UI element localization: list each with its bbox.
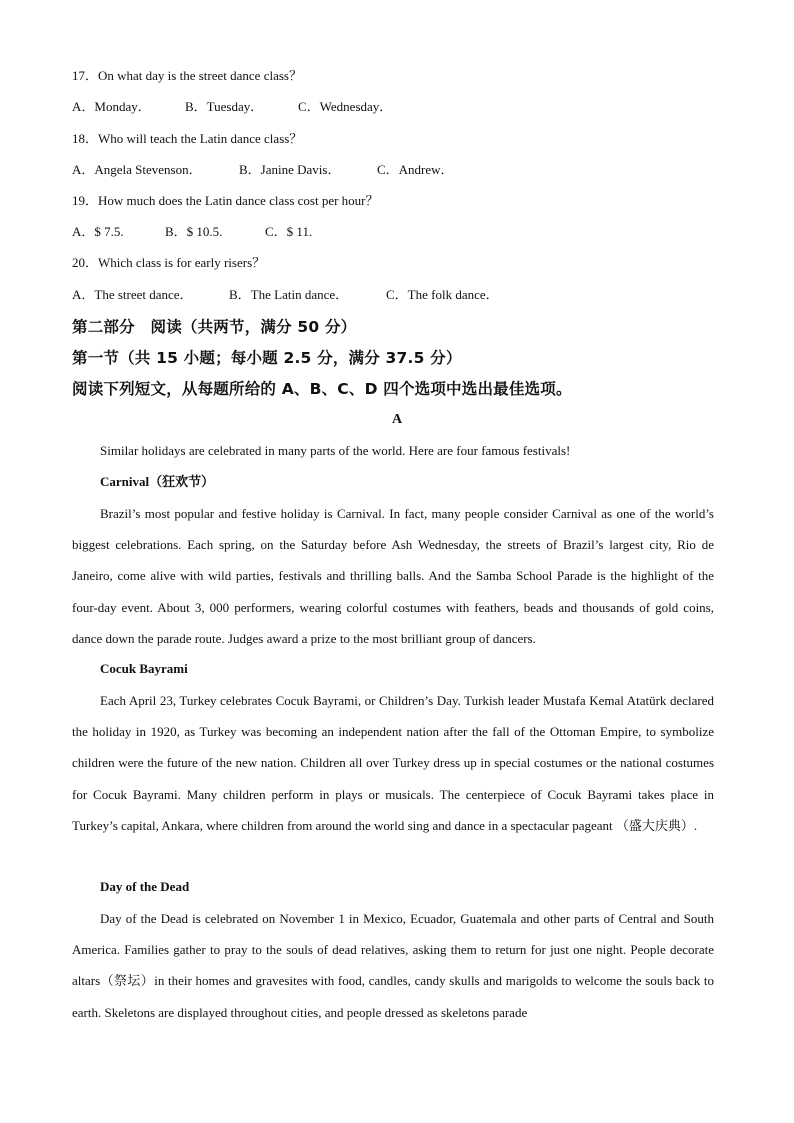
- question-17-option-a: A．Monday．: [72, 99, 151, 114]
- question-18-option-c: C．Andrew．: [377, 162, 454, 177]
- passage-label: A: [391, 412, 403, 427]
- festival-heading-cocuk-bayrami: Cocuk Bayrami: [100, 661, 188, 676]
- question-19-option-c: C．$ 11.: [265, 224, 313, 239]
- question-17-option-b: B．Tuesday．: [185, 99, 264, 114]
- festival-paragraph-carnival: Brazil’s most popular and festive holiday is Carnival. In fact, many people consider Carnival as one of the world’s biggest celebrations. Each spring, on the Saturday before Ash Wednesday, the streets of Brazil’s largest city, Rio de Janeiro, come alive with wild parties, festivals and thrilling balls. And the Samba School Parade is the highlight of the four-day event. About 3, 000 performers, wearing colorful costumes with feathers, beads and thousands of gold coins, dance down the parade route. Judges award a prize to the most brilliant group of dancers.: [72, 506, 714, 646]
- question-17-stem: 17．On what day is the street dance class？: [72, 68, 302, 83]
- subsection-title: 第一节（共 15 小题；每小题 2.5 分，满分 37.5 分）: [72, 349, 462, 367]
- festival-heading-carnival: Carnival（狂欢节）: [100, 474, 215, 489]
- question-17-option-c: C．Wednesday．: [298, 99, 393, 114]
- question-20-stem: 20．Which class is for early risers？: [72, 255, 266, 270]
- question-18-option-a: A．Angela Stevenson．: [72, 162, 202, 177]
- question-20-option-b: B．The Latin dance．: [229, 287, 349, 302]
- festival-paragraph-day-of-the-dead: Day of the Dead is celebrated on November 1 in Mexico, Ecuador, Guatemala and other parts of Central and South America. Families gather to pray to the souls of dead relatives, asking them to return for just one night. People decorate altars（祭坛）in their homes and gravesites with food, candles, candy skulls and marigolds to welcome the souls back to earth. Skeletons are displayed throughout cities, and people dressed as skeletons parade: [72, 911, 714, 1020]
- passage-intro: Similar holidays are celebrated in many parts of the world. Here are four famous festivals!: [100, 443, 571, 458]
- question-19-stem: 19．How much does the Latin dance class cost per hour？: [72, 193, 379, 208]
- festival-paragraph-cocuk-bayrami: Each April 23, Turkey celebrates Cocuk Bayrami, or Children’s Day. Turkish leader Mustafa Kemal Atatürk declared the holiday in 1920, as Turkey was becoming an independent nation after the fall of the Ottoman Empire, to symbolize children were the future of the new nation. Children all over Turkey dress up in special costumes or the national costumes for Cocuk Bayrami. Many children perform in plays or musicals. The centerpiece of Cocuk Bayrami takes place in Turkey’s capital, Ankara, where children from around the world sing and dance in a spectacular pageant （盛大庆典）.: [72, 693, 714, 833]
- question-19-option-a: A．$ 7.5.: [72, 224, 124, 239]
- part-title: 第二部分 阅读（共两节，满分 50 分）: [72, 318, 357, 336]
- question-18-stem: 18．Who will teach the Latin dance class？: [72, 131, 303, 146]
- question-18-option-b: B．Janine Davis．: [239, 162, 341, 177]
- question-19-option-b: B．$ 10.5.: [165, 224, 223, 239]
- reading-instruction: 阅读下列短文，从每题所给的 A、B、C、D 四个选项中选出最佳选项。: [72, 380, 572, 398]
- question-20-option-a: A．The street dance．: [72, 287, 193, 302]
- question-20-option-c: C．The folk dance．: [386, 287, 499, 302]
- festival-heading-day-of-the-dead: Day of the Dead: [100, 879, 190, 894]
